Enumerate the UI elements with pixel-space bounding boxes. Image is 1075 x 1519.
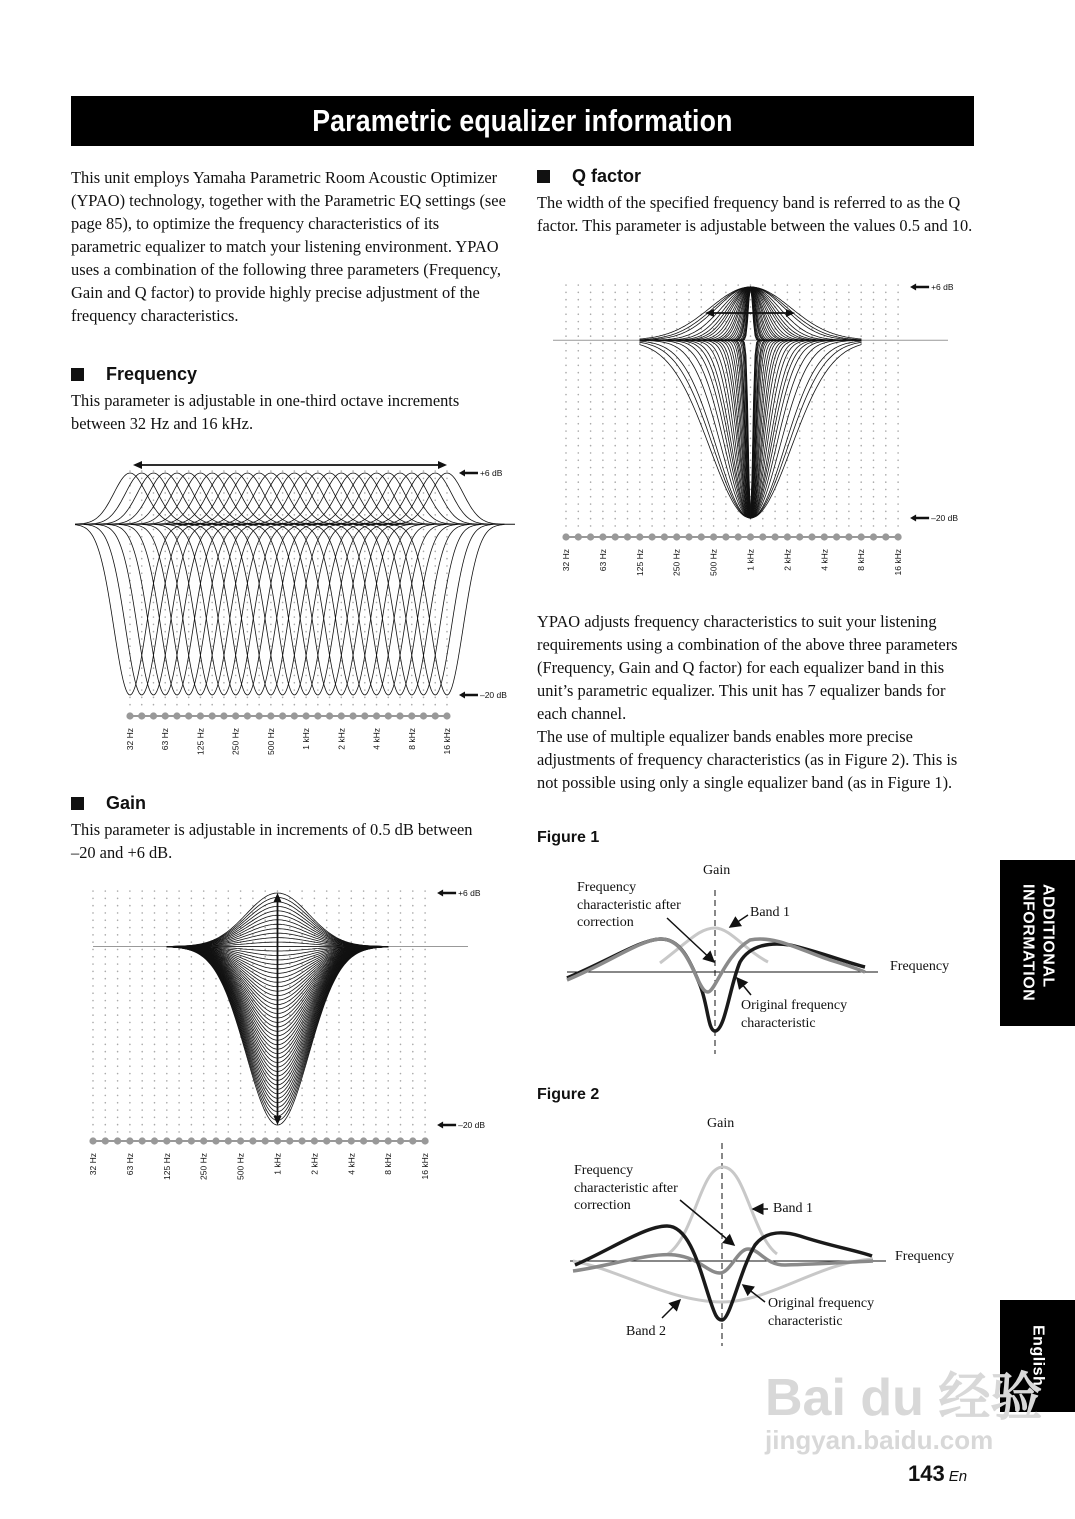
band-dot — [256, 712, 263, 719]
db-label: +6 dB — [479, 468, 503, 478]
x-tick-label: 32 Hz — [125, 728, 135, 751]
frequency-heading — [71, 364, 197, 385]
band-dot — [102, 1137, 109, 1144]
eq-curve — [640, 340, 862, 518]
eq-curve — [75, 473, 188, 524]
eq-curve — [354, 473, 470, 524]
band-dot — [385, 712, 392, 719]
band-dot — [858, 533, 865, 540]
band-dot — [599, 533, 606, 540]
arrowhead-icon — [274, 1116, 282, 1125]
left-arrow-icon — [910, 284, 929, 291]
eq-curve — [330, 473, 446, 524]
left-arrow-icon — [437, 1122, 456, 1129]
band-dot — [274, 1137, 281, 1144]
band-dot — [361, 712, 368, 719]
gain-chart — [88, 880, 508, 1190]
label-line: Frequency — [577, 880, 637, 895]
figure2-band2-label: Band 2 — [626, 1324, 667, 1339]
eq-curve — [260, 473, 376, 524]
band-dot — [267, 712, 274, 719]
left-arrow-icon — [437, 890, 456, 897]
x-tick-label: 63 Hz — [597, 549, 608, 572]
band-dot — [649, 533, 656, 540]
eq-curve — [189, 473, 305, 524]
band-dot — [612, 533, 619, 540]
band-dot — [372, 1137, 379, 1144]
x-tick-label: 125 Hz — [634, 549, 645, 576]
figure2-gain-label: Gain — [707, 1116, 735, 1131]
left-arrow-icon — [459, 470, 478, 477]
eq-curve — [389, 473, 505, 524]
eq-curve — [640, 340, 862, 518]
side-tab-text: English — [1029, 1325, 1047, 1387]
eq-curve — [640, 340, 862, 518]
band-dot — [197, 712, 204, 719]
x-tick-label: 2 kHz — [782, 549, 793, 571]
band1-curve — [668, 1167, 777, 1254]
band-dot — [385, 1137, 392, 1144]
eq-curve — [225, 473, 341, 524]
band-dot — [409, 1137, 416, 1144]
x-tick-label: 250 Hz — [230, 728, 241, 755]
band-dot — [349, 712, 356, 719]
eq-curve — [640, 341, 862, 518]
arrow-icon — [737, 978, 751, 995]
eq-curve — [640, 340, 862, 518]
side-tab-line: ADDITIONAL — [1039, 884, 1057, 989]
band-dot — [303, 712, 310, 719]
band-dot — [162, 712, 169, 719]
eq-curve — [640, 340, 862, 518]
band-dot — [114, 1137, 121, 1144]
eq-curve — [640, 340, 862, 518]
q-factor-heading-text: Q factor — [572, 166, 642, 186]
x-tick-label: 500 Hz — [708, 549, 719, 576]
label-line: Original frequency — [741, 998, 848, 1013]
label-line: characteristic after — [574, 1180, 678, 1196]
band-dot — [710, 533, 717, 540]
page-number — [908, 1461, 967, 1487]
band-dot — [432, 712, 439, 719]
x-tick-label: 500 Hz — [265, 728, 276, 755]
x-tick-label: 4 kHz — [346, 1153, 357, 1175]
x-tick-label: 8 kHz — [383, 1153, 394, 1175]
frequency-text: This parameter is adjustable in one-third octave increments between 32 Hz and 16 kHz. — [71, 391, 460, 433]
db-label: –20 dB — [479, 690, 507, 700]
eq-curve — [166, 473, 282, 524]
arrow-icon — [680, 1200, 734, 1245]
label-line: characteristic — [741, 1015, 816, 1031]
eq-curve — [640, 340, 862, 518]
band-dot — [348, 1137, 355, 1144]
x-tick-label: 4 kHz — [819, 549, 830, 571]
band-dot — [338, 712, 345, 719]
ypao-paragraph: YPAO adjusts frequency characteristics to suit your listening requirements using a combination of the above three parameters (Frequency, Gain and Q factor) for each equalizer band in this unit’s parametric equalizer. This unit has 7 equalizer bands for each channel. — [537, 612, 958, 723]
figure1-gain-label: Gain — [703, 863, 731, 878]
band-dot — [237, 1137, 244, 1144]
gain-heading-text: Gain — [106, 793, 147, 813]
eq-curve — [640, 340, 862, 518]
x-tick-label: 250 Hz — [671, 549, 682, 576]
band-dot — [262, 1137, 269, 1144]
x-tick-label: 4 kHz — [371, 728, 382, 750]
eq-curve — [319, 473, 435, 524]
x-tick-label: 16 kHz — [441, 728, 452, 755]
corrected-curve — [567, 939, 865, 992]
x-tick-label: 63 Hz — [124, 1153, 135, 1176]
band-dot — [139, 1137, 146, 1144]
page-title: Parametric equalizer information — [312, 103, 733, 138]
label-line: Frequency — [574, 1163, 634, 1178]
band-dot — [323, 1137, 330, 1144]
band-dot — [698, 533, 705, 540]
band-dot — [397, 1137, 404, 1144]
eq-curve — [295, 473, 411, 524]
eq-curve — [154, 473, 270, 524]
gain-text: This parameter is adjustable in increments of 0.5 dB between –20 and +6 dB. — [71, 820, 473, 862]
x-tick-label: 32 Hz — [561, 549, 571, 572]
q-factor-heading — [537, 166, 641, 187]
eq-curve — [640, 340, 862, 518]
eq-curve — [119, 473, 235, 524]
x-tick-label: 1 kHz — [301, 728, 312, 750]
eq-curve — [640, 340, 862, 518]
band-dot — [661, 533, 668, 540]
gain-heading — [71, 793, 146, 814]
band-dot — [895, 533, 902, 540]
band-dot — [176, 1137, 183, 1144]
eq-curve — [75, 525, 188, 695]
band-dot — [796, 533, 803, 540]
x-tick-label: 125 Hz — [161, 1153, 172, 1180]
band-dot — [335, 1137, 342, 1144]
band-dot — [299, 1137, 306, 1144]
band-dot — [845, 533, 852, 540]
eq-curve — [201, 473, 317, 524]
side-tab-line: INFORMATION — [1019, 884, 1037, 1002]
eq-curve — [640, 340, 862, 518]
band-dot — [311, 1137, 318, 1144]
band-dot — [232, 712, 239, 719]
eq-curve — [96, 473, 212, 524]
q-factor-text: The width of the specified frequency band is referred to as the Q factor. This parameter is adjustable between the values 0.5 and 10. — [537, 193, 973, 235]
band-dot — [636, 533, 643, 540]
eq-curve — [640, 340, 862, 518]
eq-curve — [248, 473, 364, 524]
label-line: characteristic after — [577, 897, 681, 913]
band-dot — [286, 1137, 293, 1144]
band-dot — [396, 712, 403, 719]
figure1-band1-label: Band 1 — [750, 905, 791, 920]
x-tick-label: 1 kHz — [272, 1153, 283, 1175]
band-dot — [373, 712, 380, 719]
frequency-heading-text: Frequency — [106, 364, 198, 384]
eq-curve — [366, 473, 482, 524]
eq-curve — [640, 340, 862, 518]
band-dot — [314, 712, 321, 719]
figure1-label: Figure 1 — [537, 829, 600, 846]
q-factor-chart — [553, 275, 973, 585]
db-label: –20 dB — [458, 1120, 486, 1130]
eq-curve — [640, 340, 862, 518]
x-tick-label: 32 Hz — [88, 1153, 98, 1176]
x-tick-label: 8 kHz — [406, 728, 417, 750]
figure2-label: Figure 2 — [537, 1086, 600, 1103]
band-dot — [138, 712, 145, 719]
band-dot — [575, 533, 582, 540]
side-tab-additional-information — [1000, 860, 1075, 1026]
square-bullet-icon — [537, 170, 550, 183]
band-dot — [420, 712, 427, 719]
x-tick-label: 63 Hz — [160, 728, 171, 751]
figure2-band1-label: Band 1 — [773, 1201, 814, 1216]
eq-curve — [178, 473, 294, 524]
figure1-frequency-label: Frequency — [890, 959, 950, 974]
band-dot — [360, 1137, 367, 1144]
band-dot — [870, 533, 877, 540]
db-label: +6 dB — [931, 282, 954, 292]
band-dot — [173, 712, 180, 719]
x-tick-label: 1 kHz — [745, 549, 756, 571]
band-dot — [759, 533, 766, 540]
band-dot — [882, 533, 889, 540]
x-tick-label: 8 kHz — [856, 549, 867, 571]
corrected-curve — [573, 1249, 873, 1273]
band-dot — [685, 533, 692, 540]
band-dot — [212, 1137, 219, 1144]
eq-curve — [213, 473, 329, 524]
band-dot — [833, 533, 840, 540]
band-dot — [200, 1137, 207, 1144]
arrowhead-icon — [705, 309, 714, 317]
side-tab-text — [1018, 884, 1058, 1001]
band-dot — [126, 712, 133, 719]
band-dot — [587, 533, 594, 540]
band-dot — [443, 712, 450, 719]
eq-curve — [283, 473, 399, 524]
arrowhead-icon — [133, 461, 142, 469]
left-arrow-icon — [910, 515, 929, 522]
label-line: correction — [577, 915, 634, 930]
eq-curve — [640, 340, 862, 518]
x-tick-label: 2 kHz — [336, 728, 347, 750]
x-tick-label: 16 kHz — [420, 1153, 431, 1180]
figure1-after-label — [577, 879, 681, 932]
multi-band-paragraph: The use of multiple equalizer bands enables more precise adjustments of frequency characteristics (as in Figure 2). This is not possible using only a single equalizer band (as in Figure 1). — [537, 727, 958, 792]
eq-curve — [640, 340, 862, 518]
band-dot — [735, 533, 742, 540]
band-dot — [225, 1137, 232, 1144]
band-dot — [784, 533, 791, 540]
label-line: Original frequency — [768, 1296, 875, 1311]
eq-curve — [640, 340, 862, 518]
eq-curve — [131, 473, 247, 524]
band-dot — [220, 712, 227, 719]
eq-curve — [272, 473, 388, 524]
band-dot — [624, 533, 631, 540]
x-tick-label: 500 Hz — [235, 1153, 246, 1180]
eq-curve — [307, 473, 423, 524]
band-dot — [408, 712, 415, 719]
band-dot — [422, 1137, 429, 1144]
frequency-chart — [70, 455, 520, 765]
page-language: En — [948, 1468, 968, 1485]
eq-curve — [342, 473, 458, 524]
page-number-value: 143 — [908, 1461, 945, 1486]
band-dot — [249, 1137, 256, 1144]
eq-curve — [640, 340, 862, 518]
band-dot — [821, 533, 828, 540]
band-dot — [244, 712, 251, 719]
x-tick-label: 125 Hz — [195, 728, 206, 755]
band-dot — [772, 533, 779, 540]
band-dot — [279, 712, 286, 719]
band-dot — [163, 1137, 170, 1144]
label-line: correction — [574, 1198, 631, 1213]
band-dot — [722, 533, 729, 540]
eq-curve — [640, 340, 862, 518]
eq-curve — [142, 473, 258, 524]
eq-curve — [640, 340, 862, 518]
band-dot — [188, 1137, 195, 1144]
band-dot — [808, 533, 815, 540]
eq-curve — [236, 473, 352, 524]
square-bullet-icon — [71, 797, 84, 810]
arrow-icon — [743, 1285, 765, 1302]
x-tick-label: 2 kHz — [309, 1153, 320, 1175]
figure2-original-label — [768, 1295, 874, 1330]
watermark-url: jingyan.baidu.com — [765, 1425, 994, 1455]
band-dot — [291, 712, 298, 719]
band-dot — [673, 533, 680, 540]
band-dot — [562, 533, 569, 540]
eq-curve — [640, 340, 862, 518]
arrow-icon — [662, 1300, 680, 1318]
page-title-bar — [71, 96, 974, 146]
eq-curve — [84, 473, 200, 524]
band-dot — [126, 1137, 133, 1144]
band1-curve — [660, 928, 768, 963]
band-dot — [326, 712, 333, 719]
band-dot — [151, 1137, 158, 1144]
x-tick-label: 250 Hz — [198, 1153, 209, 1180]
db-label: +6 dB — [458, 888, 481, 898]
figure1-original-label — [741, 997, 847, 1032]
arrowhead-icon — [438, 461, 447, 469]
watermark-logo: Bai du 经验 — [765, 1369, 1043, 1427]
figure2-after-label — [574, 1162, 678, 1215]
square-bullet-icon — [71, 368, 84, 381]
figure2-frequency-label: Frequency — [895, 1249, 955, 1264]
left-arrow-icon — [459, 692, 478, 699]
band-dot — [89, 1137, 96, 1144]
db-label: –20 dB — [931, 513, 959, 523]
band-dot — [209, 712, 216, 719]
band-dot — [747, 533, 754, 540]
intro-paragraph: This unit employs Yamaha Parametric Room Acoustic Optimizer (YPAO) technology, together with the Parametric EQ settings (see page 85), to optimize the frequency characteristics of its parametric equalizer to match your listening environment. YPAO uses a combination of the following three parameters (Frequency, Gain and Q factor) to provide highly precise adjustment of the frequency characteristics. — [71, 168, 506, 325]
eq-curve — [107, 473, 223, 524]
band-dot — [185, 712, 192, 719]
label-line: characteristic — [768, 1313, 843, 1329]
arrow-icon — [730, 915, 748, 927]
eq-curve — [377, 473, 493, 524]
eq-curve — [640, 340, 862, 518]
x-tick-label: 16 kHz — [893, 549, 904, 576]
band-dot — [150, 712, 157, 719]
